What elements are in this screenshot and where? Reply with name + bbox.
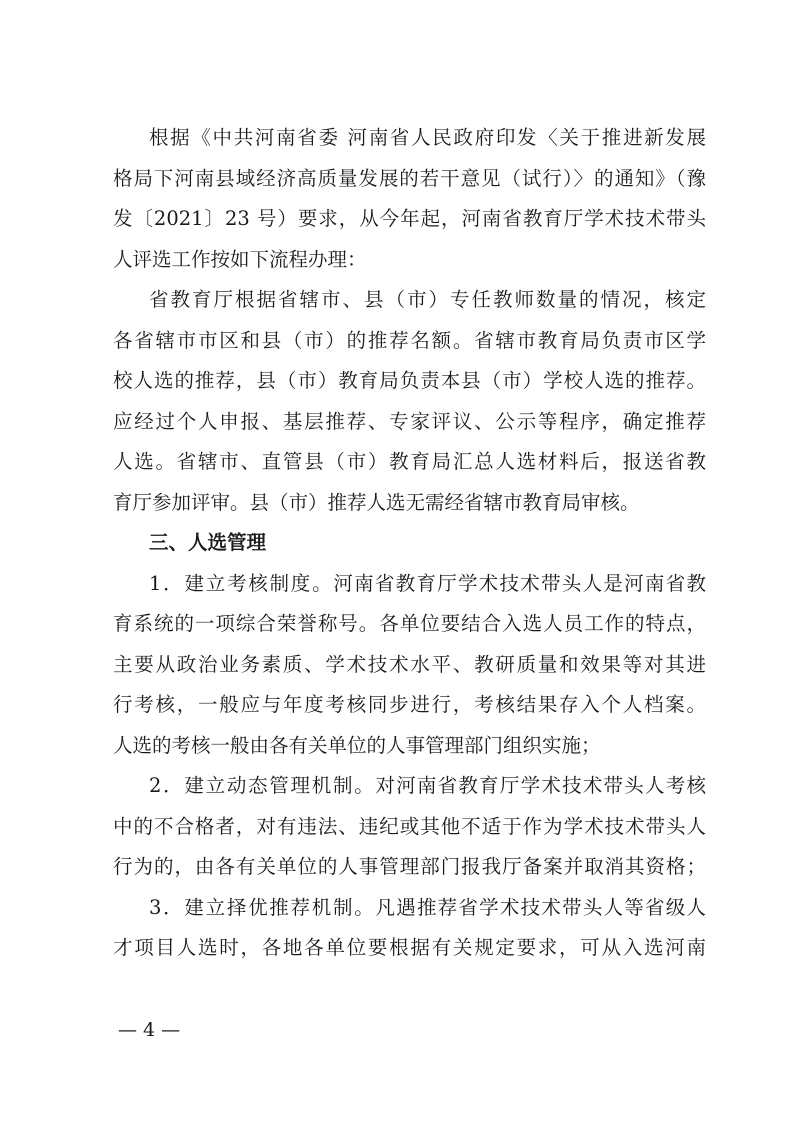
document-body bbox=[113, 118, 706, 969]
section-heading: 三、人选管理 bbox=[149, 531, 267, 554]
text-line: 省教育厅根据省辖市、县（市）专任教师数量的情况，核定 bbox=[149, 288, 706, 311]
page-number: — 4 — bbox=[118, 1019, 181, 1041]
paragraph-assessment bbox=[113, 564, 706, 767]
paragraph-quota bbox=[113, 280, 706, 523]
text-line: 主要从政治业务素质、学术技术水平、教研质量和效果等对其进 bbox=[113, 652, 706, 676]
paragraph-intro bbox=[113, 118, 706, 280]
text-line: 人选。省辖市、直管县（市）教育局汇总人选材料后，报送省教 bbox=[113, 450, 706, 473]
text-span: 河南省教育厅学术技术带头人是河南省教 bbox=[333, 571, 706, 595]
text-line: 发〔2021〕23 号）要求，从今年起，河南省教育厅学术技术带头 bbox=[113, 207, 706, 230]
text-span: 凡遇推荐省学术技术带头人等省级人 bbox=[375, 895, 706, 919]
text-line: 校人选的推荐，县（市）教育局负责本县（市）学校人选的推荐。 bbox=[113, 369, 706, 392]
text-line bbox=[113, 888, 706, 929]
item-lead: 2．建立动态管理机制。 bbox=[149, 774, 376, 797]
item-lead: 1．建立考核制度。 bbox=[149, 571, 334, 595]
text-line: 育厅参加评审。县（市）推荐人选无需经省辖市教育局审核。 bbox=[113, 490, 640, 514]
text-line: 行为的，由各有关单位的人事管理部门报我厅备案并取消其资格； bbox=[113, 855, 706, 878]
text-line: 根据《中共河南省委 河南省人民政府印发〈关于推进新发展 bbox=[149, 126, 706, 149]
text-line: 中的不合格者，对有违法、违纪或其他不适于作为学术技术带头人 bbox=[113, 814, 706, 838]
text-line: 各省辖市市区和县（市）的推荐名额。省辖市教育局负责市区学 bbox=[113, 328, 706, 352]
text-line bbox=[113, 766, 706, 807]
text-line: 人评选工作按如下流程办理： bbox=[113, 247, 367, 271]
text-line bbox=[113, 564, 706, 605]
text-line: 格局下河南县域经济高质量发展的若干意见（试行）〉的通知》（豫 bbox=[113, 166, 706, 190]
item-lead: 3．建立择优推荐机制。 bbox=[149, 895, 376, 919]
text-line: 才项目人选时，各地各单位要根据有关规定要求，可从入选河南 bbox=[113, 936, 706, 959]
text-line: 应经过个人申报、基层推荐、专家评议、公示等程序，确定推荐 bbox=[113, 409, 706, 433]
text-line: 育系统的一项综合荣誉称号。各单位要结合入选人员工作的特点， bbox=[113, 612, 706, 635]
text-span: 对河南省教育厅学术技术带头人考核 bbox=[375, 774, 706, 797]
text-line: 人选的考核一般由各有关单位的人事管理部门组织实施； bbox=[113, 733, 601, 757]
paragraph-dynamic-management bbox=[113, 766, 706, 888]
text-line: 行考核，一般应与年度考核同步进行，考核结果存入个人档案。 bbox=[113, 693, 706, 716]
paragraph-recommendation bbox=[113, 888, 706, 969]
